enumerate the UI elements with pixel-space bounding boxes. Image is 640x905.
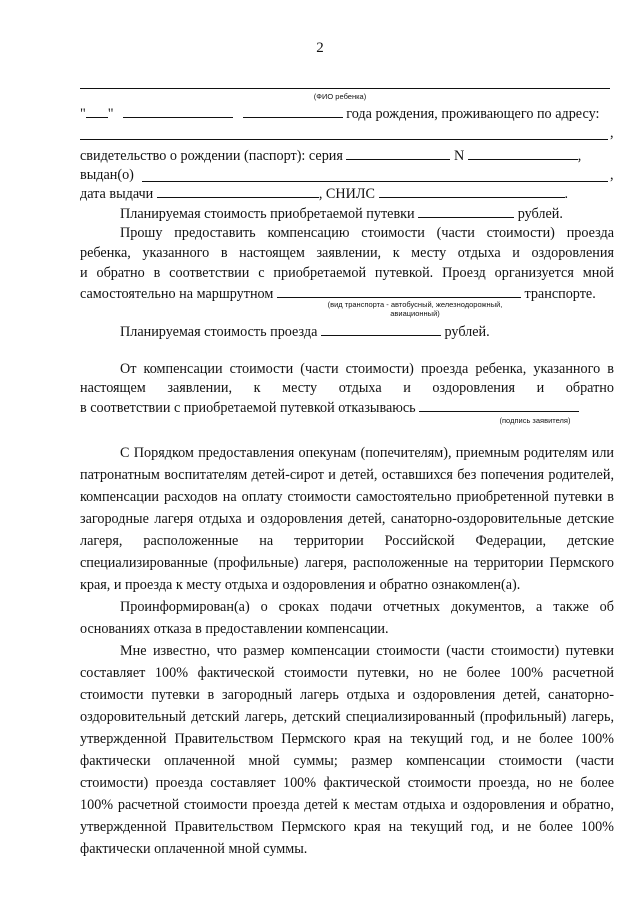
body-text (80, 442, 614, 860)
refusal-line-2: настоящем заявлении, к месту отдыха и оздоровления и обратно (80, 380, 614, 396)
planned-travel-line: Планируемая стоимость проезда рублей. (120, 324, 490, 340)
birth-year-field (243, 104, 343, 118)
birth-line-suffix: года рождения, проживающего по адресу: (346, 106, 600, 122)
travel-cost-field (321, 322, 441, 336)
informed-paragraph: Проинформирован(а) о сроках подачи отчетных документов, а также об основаниях отказа в предоставлении компенсации. (80, 599, 614, 637)
issue-date-line: дата выдачи , СНИЛС . (80, 186, 569, 202)
acquainted-paragraph: С Порядком предоставления опекунам (попечителям), приемным родителям или патронатным воспитателям детей-сирот и детей, оставшихся без попечения родителей, компенсации расходов на оплату стоимости самостоятельно приобретенной путевки в загородные лагеря отдыха и оздоровления детей, санаторно-оздоровительные детские лагеря, расположенные на территории Российской Федерации, детские специализированные (профильные) лагеря, расположенные на территории Пермского края, и проезда к месту отдыха и оздоровления и обратно ознакомлен(а). (80, 445, 614, 593)
issued-by-comma: , (610, 167, 614, 183)
birth-date-line: " " года рождения, проживающего по адресу: (80, 106, 600, 122)
address-field (80, 139, 608, 140)
request-line-3: и обратно в соответствии с приобретаемой путевкой. Проезд организуется мной (80, 265, 614, 281)
transport-caption: (вид транспорта - автобусный, железнодорожный, авиационный) (327, 300, 503, 318)
request-line-4: самостоятельно на маршрутном транспорте. (80, 286, 596, 302)
signature-caption: (подпись заявителя) (499, 416, 571, 425)
planned-voucher-line: Планируемая стоимость приобретаемой путевки рублей. (120, 206, 563, 222)
issued-by-label: выдан(о) (80, 167, 134, 183)
birth-month-field (123, 104, 233, 118)
refusal-line-3: в соответствии с приобретаемой путевкой отказываюсь (80, 398, 614, 417)
signature-field (419, 398, 579, 412)
issue-date-field (157, 184, 319, 198)
voucher-cost-field (418, 204, 514, 218)
request-line-2: ребенка, указанного в настоящем заявлении, к месту отдыха и оздоровления (80, 245, 614, 261)
request-line-1: Прошу предоставить компенсацию стоимости (части стоимости) проезда (120, 225, 614, 241)
certificate-line: свидетельство о рождении (паспорт): серия N , (80, 148, 582, 164)
snils-field (379, 184, 565, 198)
page-number: 2 (316, 40, 324, 56)
address-comma: , (610, 125, 614, 141)
series-field (346, 146, 450, 160)
known-paragraph: Мне известно, что размер компенсации стоимости (части стоимости) путевки составляет 100% фактической стоимости путевки, но не более 100% расчетной стоимости путевки в загородный лагерь отдыха и оздоровления детей, санаторно-оздоровительный детский лагерь, детский специализированный (профильный) лагерь, утвержденной Правительством Пермского края на текущий год, и не более 100% фактически оплаченной мной суммы; размер компенсации стоимости (части стоимости) проезда составляет 100% фактической стоимости проезда, но не более 100% расчетной стоимости проезда детей к местам отдыха и оздоровления и обратно, утвержденной Правительством Пермского края на текущий год, и не более 100% фактически оплаченной мной суммы. (80, 643, 614, 857)
transport-type-field (277, 284, 521, 298)
child-name-field (80, 88, 610, 89)
refusal-line-1: От компенсации стоимости (части стоимости) проезда ребенка, указанного в (120, 361, 614, 377)
child-name-caption: (ФИО ребенка) (313, 92, 367, 101)
number-field (468, 146, 578, 160)
issued-by-field (142, 181, 608, 182)
birth-day-field (86, 104, 108, 118)
